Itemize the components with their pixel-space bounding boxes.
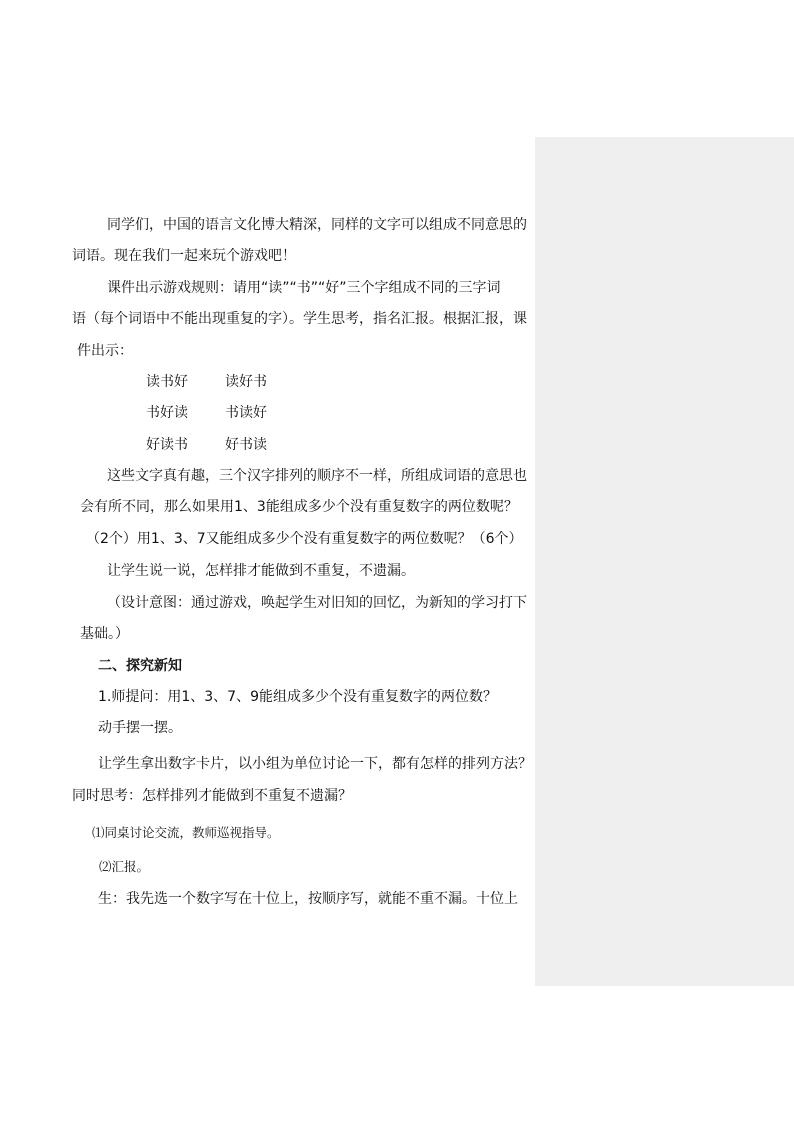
word-item: 书好读: [146, 405, 188, 421]
rules-line-3: 件出示：: [77, 343, 133, 359]
word-item: 好书读: [225, 437, 267, 453]
intro-line-2: 词语。现在我们一起来玩个游戏吧！: [72, 248, 296, 264]
design-intent-line-1: （设计意图：通过游戏，唤起学生对旧知的回忆，为新知的学习打下: [107, 595, 527, 611]
intro-line-1: 同学们，中国的语言文化博大精深，同样的文字可以组成不同意思的: [107, 217, 527, 233]
activity-line-2: 同时思考：怎样排列才能做到不重复不遗漏？: [72, 788, 352, 804]
question-line-2: 动手摆一摆。: [98, 720, 182, 736]
para2-line-1: 这些文字真有趣，三个汉字排列的顺序不一样，所组成词语的意思也: [107, 468, 527, 484]
student-answer-line: 生：我先选一个数字写在十位上，按顺序写，就能不重不漏。十位上: [98, 891, 518, 907]
step-2: ⑵汇报。: [99, 859, 150, 874]
section-heading: 二、探究新知: [98, 658, 182, 674]
para2-line-2: 会有所不同，那么如果用1、3能组成多少个没有重复数字的两位数呢？: [80, 499, 518, 515]
word-item: 好读书: [146, 437, 188, 453]
rules-line-2: 语（每个词语中不能出现重复的字）。学生思考，指名汇报。根据汇报，课: [72, 311, 527, 327]
word-item: 读书好: [146, 374, 188, 390]
para2-line-3: （2个）用1、3、7又能组成多少个没有重复数字的两位数呢？（6个）: [86, 531, 523, 547]
para2-line-4: 让学生说一说，怎样排才能做到不重复，不遗漏。: [107, 563, 415, 579]
step-1: ⑴同桌讨论交流，教师巡视指导。: [92, 825, 280, 840]
word-item: 书读好: [225, 405, 267, 421]
word-item: 读好书: [225, 374, 267, 390]
comment-pane: [535, 137, 794, 986]
question-line-1: 1.师提问：用1、3、7、9能组成多少个没有重复数字的两位数？: [98, 689, 497, 705]
rules-line-1: 课件出示游戏规则：请用“读”“书”“好”三个字组成不同的三字词: [107, 280, 501, 296]
activity-line-1: 让学生拿出数字卡片，以小组为单位讨论一下，都有怎样的排列方法？: [98, 756, 532, 772]
design-intent-line-2: 基础。）: [80, 626, 129, 642]
